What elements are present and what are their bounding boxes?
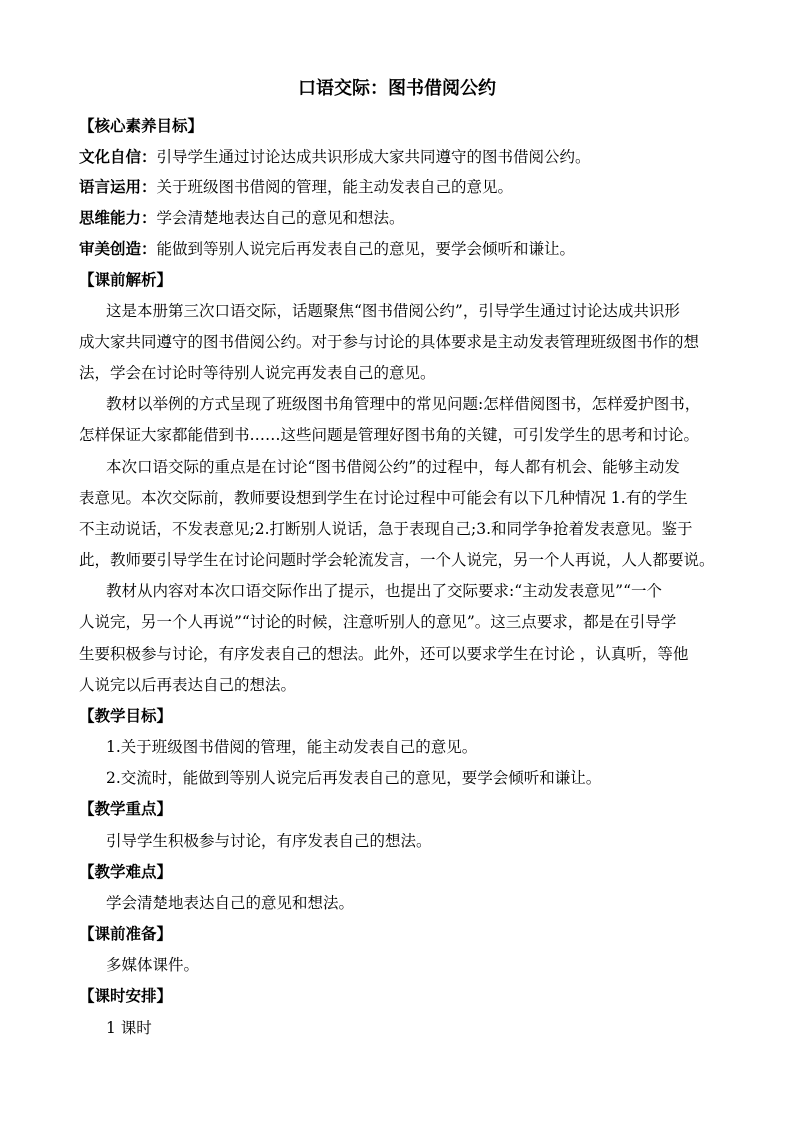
paragraph-line: 不主动说话，不发表意见;2.打断别人说话，急于表现自己;3.和同学争抢着发表意见。鉴于 xyxy=(79,520,693,538)
key-points-text: 引导学生积极参与讨论，有序发表自己的想法。 xyxy=(106,832,432,850)
core-goal-item xyxy=(79,147,591,167)
paragraph-line: 本次口语交际的重点是在讨论“图书借阅公约”的过程中，每人都有机会、能够主动发 xyxy=(106,458,680,476)
paragraph-line: 怎样保证大家都能借到书……这些问题是管理好图书角的关键，可引发学生的思考和讨论。 xyxy=(79,426,700,444)
section-heading-preparation: 【课前准备】 xyxy=(79,924,173,943)
document-title: 口语交际：图书借阅公约 xyxy=(298,78,496,99)
core-goal-item xyxy=(79,239,575,259)
core-goal-label: 审美创造： xyxy=(79,239,157,258)
section-heading-difficulties: 【教学难点】 xyxy=(79,862,173,881)
section-heading-pre-analysis: 【课前解析】 xyxy=(79,270,173,289)
paragraph-line: 此，教师要引导学生在讨论问题时学会轮流发言，一个人说完，另一个人再说，人人都要说。 xyxy=(79,551,715,569)
section-heading-schedule: 【课时安排】 xyxy=(79,986,173,1005)
core-goal-text: 引导学生通过讨论达成共识形成大家共同遵守的图书借阅公约。 xyxy=(156,148,591,166)
paragraph-line: 成大家共同遵守的图书借阅公约。对于参与讨论的具体要求是主动发表管理班级图书作的想 xyxy=(79,333,700,351)
paragraph-line: 法，学会在讨论时等待别人说完再发表自己的意见。 xyxy=(79,364,436,382)
paragraph-line: 教材以举例的方式呈现了班级图书角管理中的常见问题:怎样借阅图书，怎样爱护图书， xyxy=(106,395,701,413)
section-heading-key-points: 【教学重点】 xyxy=(79,799,173,818)
paragraph-line: 人说完，另一个人再说”“讨论的时候，注意听别人的意见”。这三点要求，都是在引导学 xyxy=(79,613,677,631)
preparation-text: 多媒体课件。 xyxy=(106,956,200,974)
core-goal-item xyxy=(79,208,405,228)
section-heading-core-goals: 【核心素养目标】 xyxy=(79,116,204,135)
core-goal-label: 语言运用： xyxy=(79,177,157,196)
teaching-goal-item: 1.关于班级图书借阅的管理，能主动发表自己的意见。 xyxy=(106,738,478,756)
schedule-text: 1 课时 xyxy=(106,1019,152,1037)
paragraph-line: 教材从内容对本次口语交际作出了提示，也提出了交际要求:“主动发表意见”“一个 xyxy=(106,582,662,600)
paragraph-line: 人说完以后再表达自己的想法。 xyxy=(79,676,297,694)
paragraph-line: 生要积极参与讨论，有序发表自己的想法。此外，还可以要求学生在讨论 ，认真听，等他 xyxy=(79,645,689,663)
paragraph-line: 表意见。本次交际前，教师要设想到学生在讨论过程中可能会有以下几种情况 1.有的学生 xyxy=(79,489,688,507)
core-goal-label: 思维能力： xyxy=(79,208,157,227)
core-goal-label: 文化自信： xyxy=(79,147,157,166)
core-goal-text: 关于班级图书借阅的管理，能主动发表自己的意见。 xyxy=(156,178,514,196)
core-goal-text: 学会清楚地表达自己的意见和想法。 xyxy=(156,209,405,227)
difficulties-text: 学会清楚地表达自己的意见和想法。 xyxy=(106,894,355,912)
section-heading-teaching-goals: 【教学目标】 xyxy=(79,706,173,725)
core-goal-text: 能做到等别人说完后再发表自己的意见，要学会倾听和谦让。 xyxy=(156,240,576,258)
paragraph-line: 这是本册第三次口语交际，话题聚焦“图书借阅公约”，引导学生通过讨论达成共识形 xyxy=(106,302,680,320)
core-goal-item xyxy=(79,177,513,197)
teaching-goal-item: 2.交流时，能做到等别人说完后再发表自己的意见，要学会倾听和谦让。 xyxy=(106,769,602,787)
